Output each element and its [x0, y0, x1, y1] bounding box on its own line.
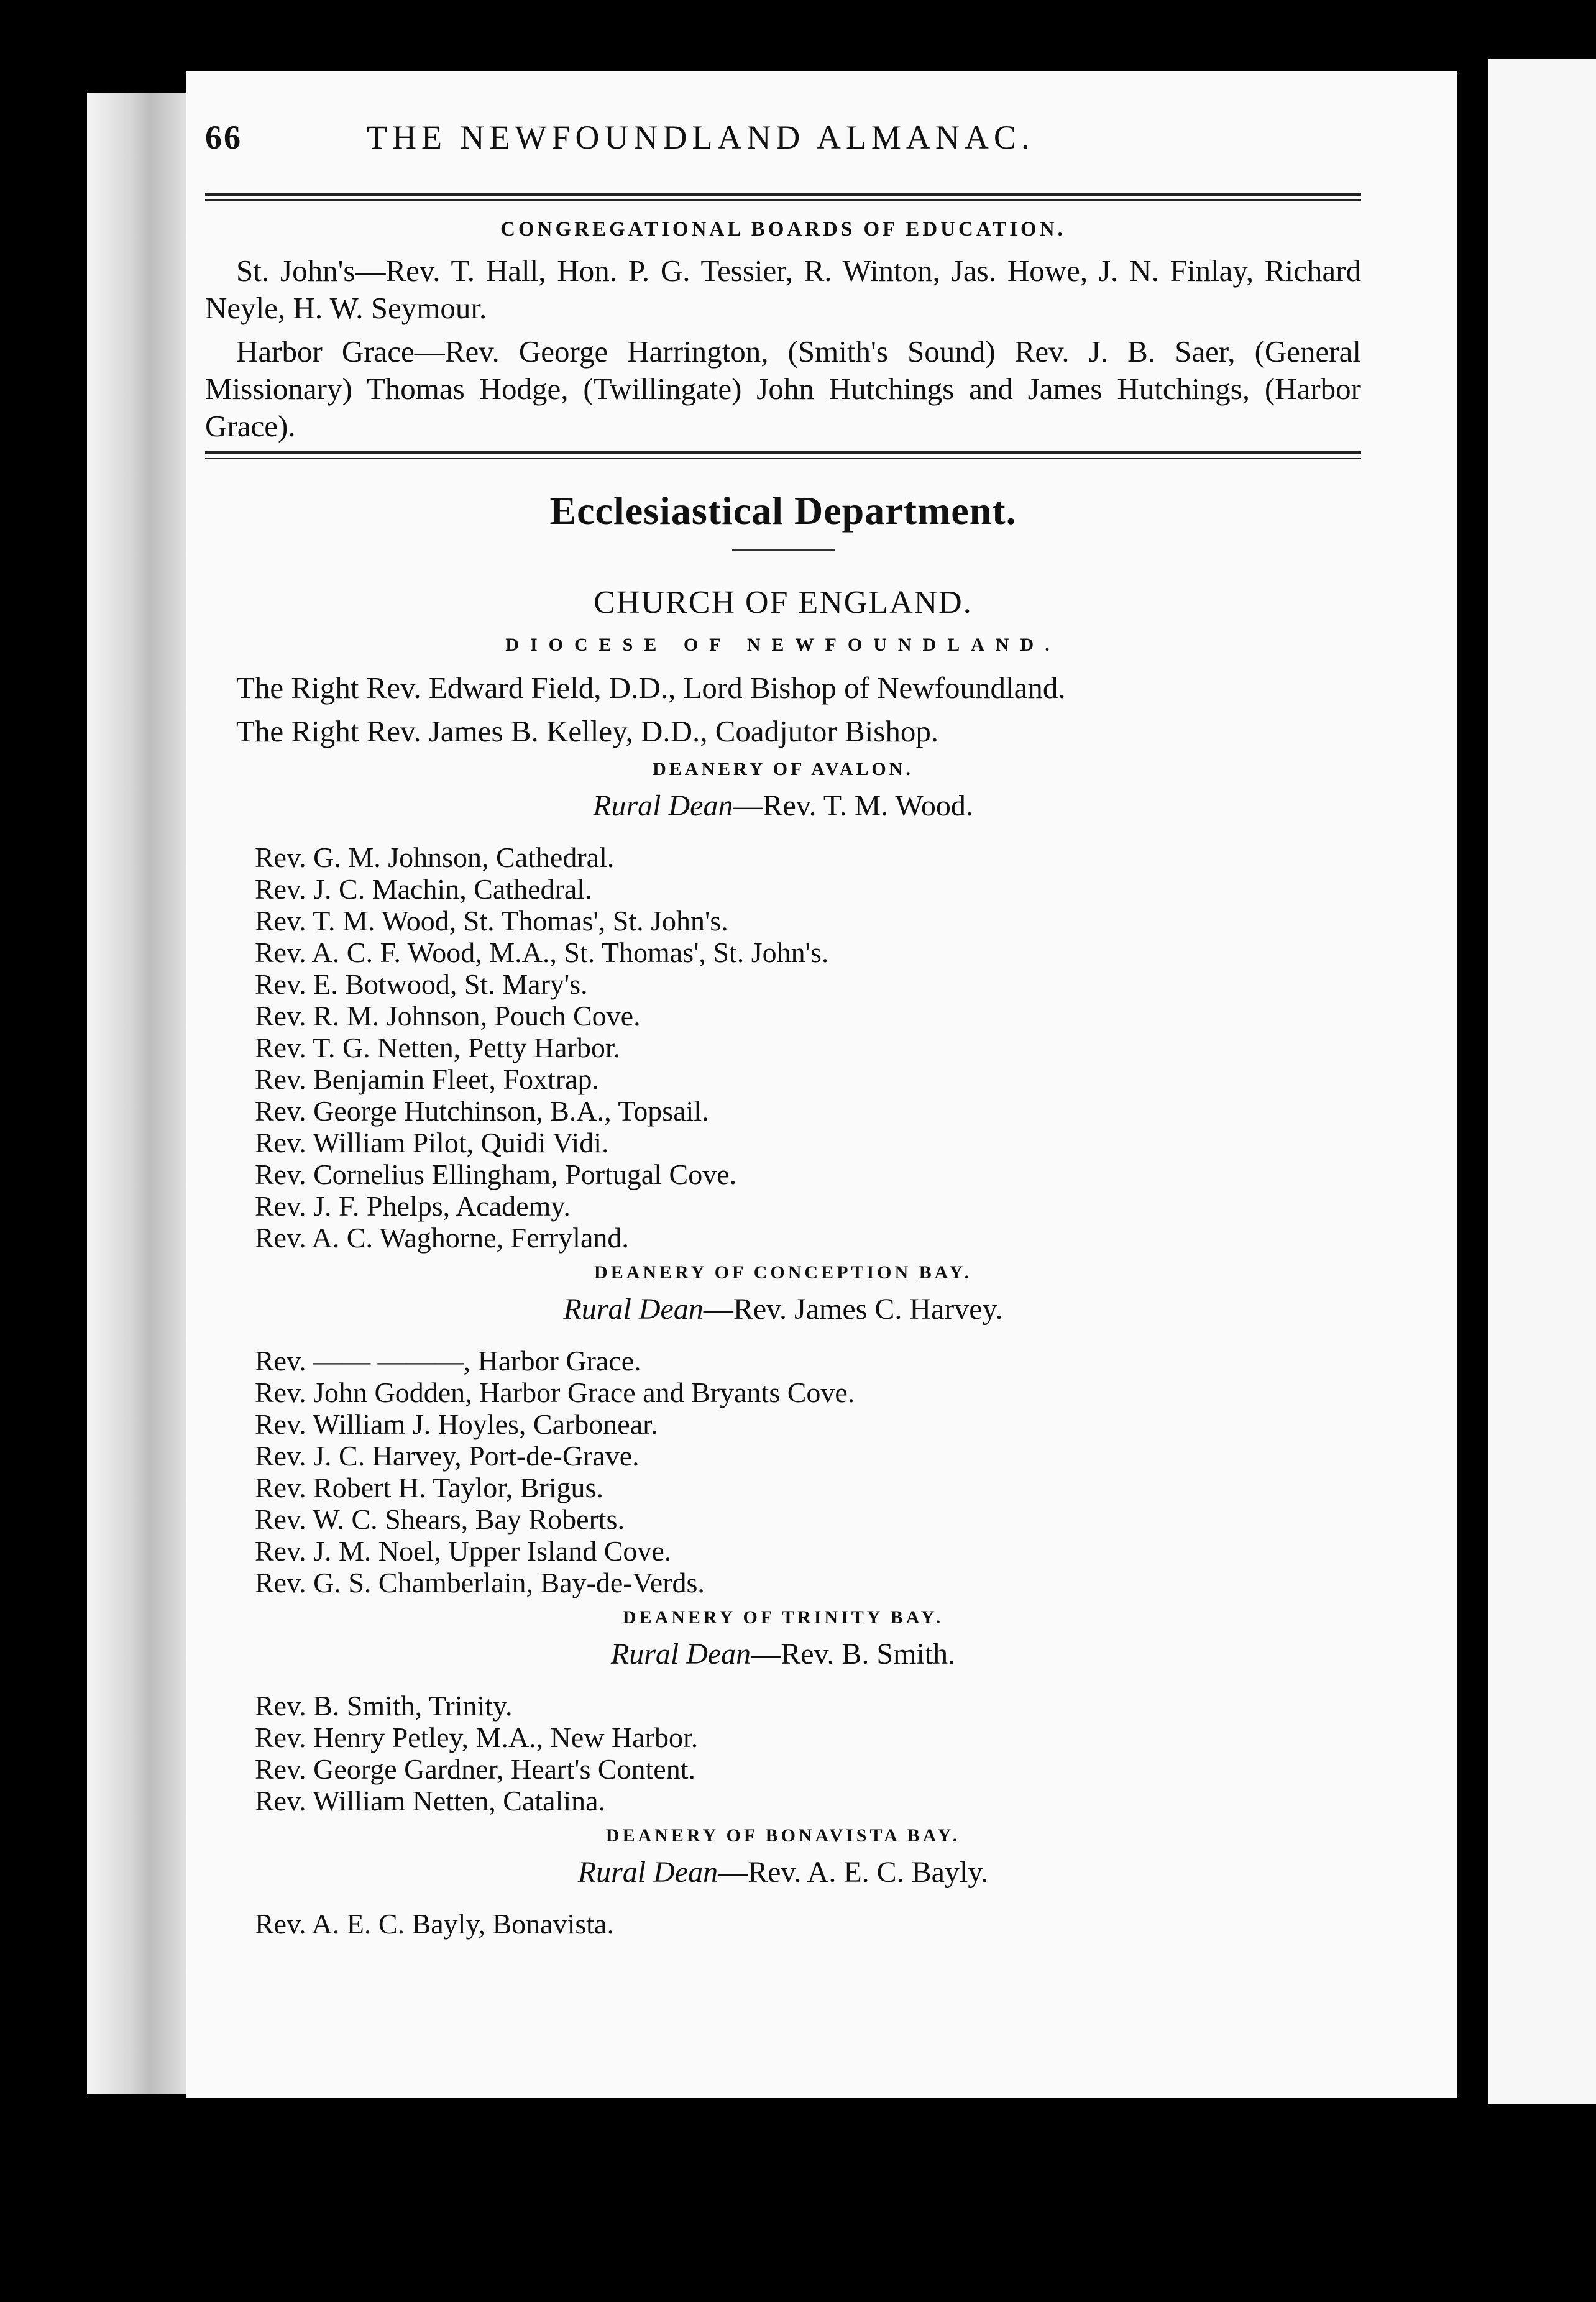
clergy-list	[205, 841, 1361, 1254]
rural-dean-line	[205, 1292, 1361, 1326]
rural-dean-name: —Rev. A. E. C. Bayly.	[718, 1856, 989, 1889]
clergy-entry: Rev. George Gardner, Heart's Content.	[255, 1753, 696, 1785]
rural-dean-name: —Rev. T. M. Wood.	[733, 789, 973, 822]
clergy-entry: Rev. A. C. Waghorne, Ferryland.	[255, 1222, 629, 1254]
page-content	[205, 118, 1361, 1940]
education-heading: CONGREGATIONAL BOARDS OF EDUCATION.	[500, 218, 1066, 241]
rural-dean-label: Rural Dean	[577, 1856, 718, 1889]
clergy-entry: Rev. George Hutchinson, B.A., Topsail.	[255, 1095, 709, 1127]
deaneries	[205, 759, 1361, 1940]
clergy-list	[205, 1908, 1361, 1940]
clergy-entry: Rev. A. C. F. Wood, M.A., St. Thomas', St. John's.	[255, 937, 829, 968]
book-page-edge	[87, 93, 193, 2094]
running-title: THE NEWFOUNDLAND ALMANAC.	[367, 119, 1035, 156]
bishop-entry: The Right Rev. James B. Kelley, D.D., Coadjutor Bishop.	[236, 714, 939, 748]
rural-dean-line	[205, 789, 1361, 823]
clergy-list	[205, 1345, 1361, 1598]
clergy-entry: Rev. J. C. Machin, Cathedral.	[255, 873, 592, 905]
church-heading: CHURCH OF ENGLAND.	[594, 585, 973, 620]
deanery-heading: DEANERY OF AVALON.	[653, 759, 914, 779]
rural-dean-name: —Rev. James C. Harvey.	[703, 1293, 1003, 1326]
clergy-entry: Rev. William Netten, Catalina.	[255, 1785, 606, 1817]
clergy-entry: Rev. John Godden, Harbor Grace and Bryants Cove.	[255, 1377, 855, 1408]
clergy-entry: Rev. J. M. Noel, Upper Island Cove.	[255, 1535, 672, 1567]
page-number: 66	[205, 119, 242, 156]
rural-dean-name: —Rev. B. Smith.	[751, 1638, 956, 1671]
header-rule	[205, 193, 1361, 201]
clergy-entry: Rev. W. C. Shears, Bay Roberts.	[255, 1503, 625, 1535]
rural-dean-label: Rural Dean	[593, 789, 733, 822]
clergy-entry: Rev. William J. Hoyles, Carbonear.	[255, 1408, 658, 1440]
section-rule	[205, 451, 1361, 459]
clergy-list	[205, 1690, 1361, 1817]
deanery-heading: DEANERY OF TRINITY BAY.	[622, 1607, 944, 1628]
facing-page-edge	[1488, 59, 1596, 2104]
clergy-entry: Rev. William Pilot, Quidi Vidi.	[255, 1127, 609, 1158]
clergy-entry: Rev. —— ———, Harbor Grace.	[255, 1345, 641, 1377]
short-rule	[732, 549, 835, 551]
clergy-entry: Rev. T. G. Netten, Petty Harbor.	[255, 1032, 621, 1063]
deanery-heading: DEANERY OF CONCEPTION BAY.	[594, 1262, 972, 1283]
section-title: Ecclesiastical Department.	[549, 488, 1017, 533]
clergy-entry: Rev. J. C. Harvey, Port-de-Grave.	[255, 1440, 640, 1472]
clergy-entry: Rev. T. M. Wood, St. Thomas', St. John's.	[255, 905, 728, 937]
clergy-entry: Rev. Henry Petley, M.A., New Harbor.	[255, 1722, 699, 1753]
rural-dean-label: Rural Dean	[610, 1638, 751, 1671]
clergy-entry: Rev. B. Smith, Trinity.	[255, 1690, 513, 1722]
bishop-entry: The Right Rev. Edward Field, D.D., Lord Bishop of Newfoundland.	[236, 671, 1066, 705]
clergy-entry: Rev. Benjamin Fleet, Foxtrap.	[255, 1063, 600, 1095]
rural-dean-label: Rural Dean	[563, 1293, 704, 1326]
clergy-entry: Rev. R. M. Johnson, Pouch Cove.	[255, 1000, 641, 1032]
clergy-entry: Rev. A. E. C. Bayly, Bonavista.	[255, 1908, 614, 1940]
clergy-entry: Rev. G. M. Johnson, Cathedral.	[255, 841, 615, 873]
rural-dean-line	[205, 1855, 1361, 1889]
diocese-heading: DIOCESE OF NEWFOUNDLAND.	[505, 635, 1061, 655]
clergy-entry: Rev. E. Botwood, St. Mary's.	[255, 968, 588, 1000]
education-paragraph: St. John's—Rev. T. Hall, Hon. P. G. Tessier, R. Winton, Jas. Howe, J. N. Finlay, Richard Neyle, H. W. Seymour.	[205, 254, 1361, 325]
clergy-entry: Rev. G. S. Chamberlain, Bay-de-Verds.	[255, 1567, 705, 1598]
running-header	[205, 118, 1361, 186]
clergy-entry: Rev. Robert H. Taylor, Brigus.	[255, 1472, 603, 1503]
rural-dean-line	[205, 1637, 1361, 1671]
deanery-heading: DEANERY OF BONAVISTA BAY.	[605, 1825, 961, 1846]
clergy-entry: Rev. J. F. Phelps, Academy.	[255, 1190, 571, 1222]
education-paragraph: Harbor Grace—Rev. George Harrington, (Smith's Sound) Rev. J. B. Saer, (General Missionary) Thomas Hodge, (Twillingate) John Hutchings and James Hutchings, (Harbor Grace).	[205, 334, 1361, 443]
clergy-entry: Rev. Cornelius Ellingham, Portugal Cove.	[255, 1158, 737, 1190]
